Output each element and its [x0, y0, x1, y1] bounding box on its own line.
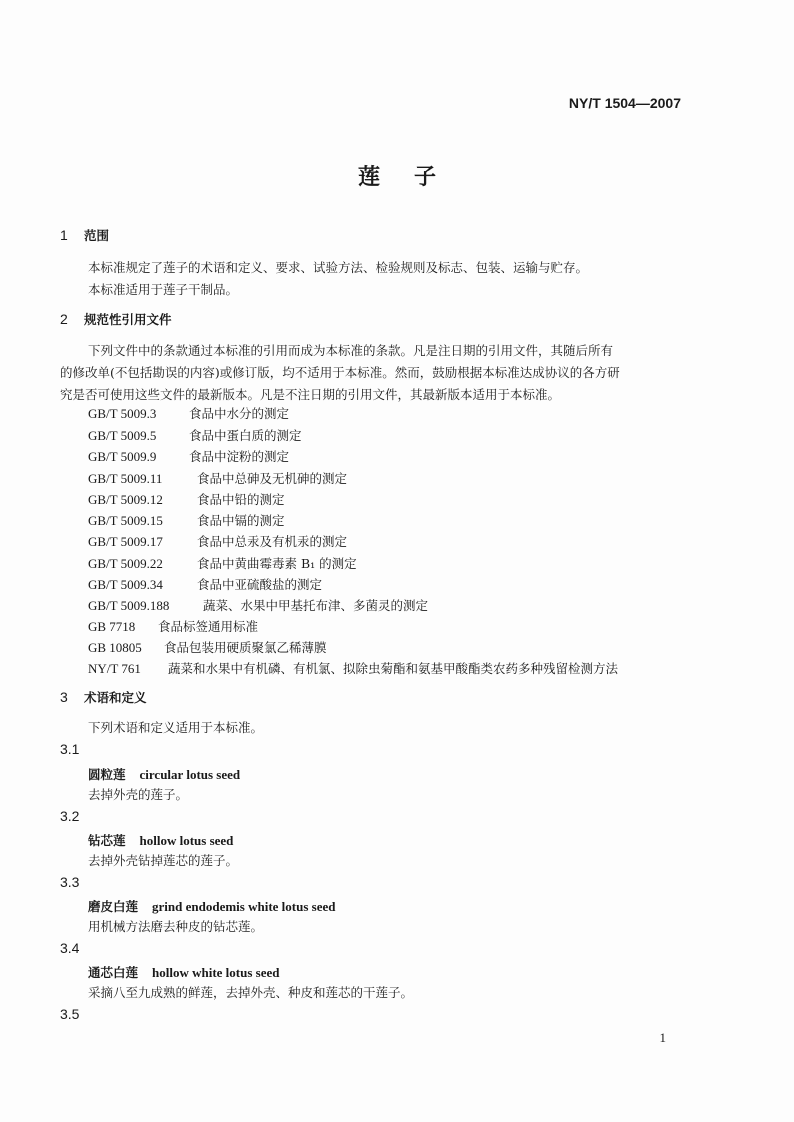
term-chinese: 钻芯莲 — [88, 833, 126, 848]
reference-title: 食品标签通用标准 — [158, 619, 259, 634]
reference-item — [88, 658, 618, 677]
page-number: 1 — [659, 1030, 666, 1045]
subsection-number: 3.5 — [60, 1006, 80, 1022]
reference-code: GB/T 5009.22 — [88, 556, 163, 571]
reference-code: GB/T 5009.12 — [88, 492, 163, 507]
reference-item — [88, 637, 327, 656]
subsection-number: 3.2 — [60, 808, 80, 824]
reference-item — [88, 510, 285, 529]
reference-item — [88, 531, 347, 550]
paragraph-line: 究是否可使用这些文件的最新版本。凡是不注日期的引用文件，其最新版本适用于本标准。 — [60, 387, 561, 402]
term-definition: 去掉外壳的莲子。 — [88, 787, 189, 802]
reference-title: 食品中铅的测定 — [197, 492, 285, 507]
reference-code: GB/T 5009.11 — [88, 471, 163, 486]
term-entry — [88, 896, 335, 915]
term-chinese: 通芯白莲 — [88, 965, 139, 980]
reference-code: GB/T 5009.17 — [88, 534, 163, 549]
term-english: grind endodemis white lotus seed — [152, 899, 336, 914]
reference-title: 食品中淀粉的测定 — [189, 449, 290, 464]
subsection-number: 3.1 — [60, 741, 80, 757]
term-english: circular lotus seed — [139, 767, 241, 782]
term-entry — [88, 962, 280, 981]
reference-title: 食品中总汞及有机汞的测定 — [197, 534, 348, 549]
reference-code: GB 7718 — [88, 619, 136, 634]
reference-item — [88, 616, 258, 635]
term-entry — [88, 830, 233, 849]
reference-item — [88, 446, 289, 465]
paragraph-line: 的修改单(不包括勘误的内容)或修订版，均不适用于本标准。然而，鼓励根据本标准达成协议的各方研 — [60, 365, 620, 380]
standard-number: NY/T 1504—2007 — [568, 95, 681, 111]
paragraph: 本标准适用于莲子干制品。 — [88, 282, 239, 297]
reference-title: 食品包装用硬质聚氯乙稀薄膜 — [164, 640, 327, 655]
reference-item — [88, 595, 428, 614]
term-entry — [88, 764, 240, 783]
subsection-number: 3.4 — [60, 940, 80, 956]
reference-title: 食品中亚硫酸盐的测定 — [197, 577, 323, 592]
document-title: 莲子 — [357, 165, 470, 190]
section-title: 规范性引用文件 — [84, 312, 172, 327]
reference-code: GB/T 5009.9 — [88, 449, 157, 464]
reference-title: 蔬菜和水果中有机磷、有机氯、拟除虫菊酯和氨基甲酸酯类农药多种残留检测方法 — [168, 661, 619, 676]
term-english: hollow white lotus seed — [152, 965, 280, 980]
reference-item — [88, 489, 285, 508]
paragraph: 下列术语和定义适用于本标准。 — [88, 720, 264, 735]
term-chinese: 圆粒莲 — [88, 767, 126, 782]
subsection-number: 3.3 — [60, 874, 80, 890]
reference-code: GB/T 5009.188 — [88, 598, 170, 613]
reference-title: 食品中总砷及无机砷的测定 — [197, 471, 348, 486]
reference-title: 食品中蛋白质的测定 — [189, 428, 302, 443]
reference-code: GB/T 5009.3 — [88, 406, 157, 421]
term-english: hollow lotus seed — [139, 833, 234, 848]
reference-code: NY/T 761 — [88, 661, 141, 676]
reference-item — [88, 403, 289, 422]
reference-code: GB/T 5009.15 — [88, 513, 163, 528]
reference-item — [88, 574, 322, 593]
term-definition: 用机械方法磨去种皮的钻芯莲。 — [88, 919, 264, 934]
section-number: 3 — [60, 689, 68, 705]
section-number: 1 — [60, 227, 68, 243]
term-chinese: 磨皮白莲 — [88, 899, 139, 914]
section-1-heading — [60, 226, 109, 244]
section-number: 2 — [60, 311, 68, 327]
reference-item — [88, 425, 302, 444]
reference-item — [88, 468, 347, 487]
reference-item — [88, 553, 357, 572]
paragraph: 本标准规定了莲子的术语和定义、要求、试验方法、检验规则及标志、包装、运输与贮存。 — [88, 260, 589, 275]
section-3-heading — [60, 688, 147, 706]
reference-code: GB 10805 — [88, 640, 142, 655]
section-2-heading — [60, 310, 172, 328]
reference-title: 食品中黄曲霉毒素 B₁ 的测定 — [197, 556, 357, 571]
paragraph-line: 下列文件中的条款通过本标准的引用而成为本标准的条款。凡是注日期的引用文件，其随后所有 — [88, 343, 614, 358]
term-definition: 采摘八至九成熟的鲜莲，去掉外壳、种皮和莲芯的干莲子。 — [88, 985, 414, 1000]
reference-code: GB/T 5009.34 — [88, 577, 163, 592]
term-definition: 去掉外壳钻掉莲芯的莲子。 — [88, 853, 239, 868]
reference-title: 食品中水分的测定 — [189, 406, 290, 421]
reference-title: 食品中镉的测定 — [197, 513, 285, 528]
reference-title: 蔬菜、水果中甲基托布津、多菌灵的测定 — [203, 598, 429, 613]
reference-code: GB/T 5009.5 — [88, 428, 157, 443]
section-title: 范围 — [84, 228, 110, 243]
section-title: 术语和定义 — [84, 690, 147, 705]
